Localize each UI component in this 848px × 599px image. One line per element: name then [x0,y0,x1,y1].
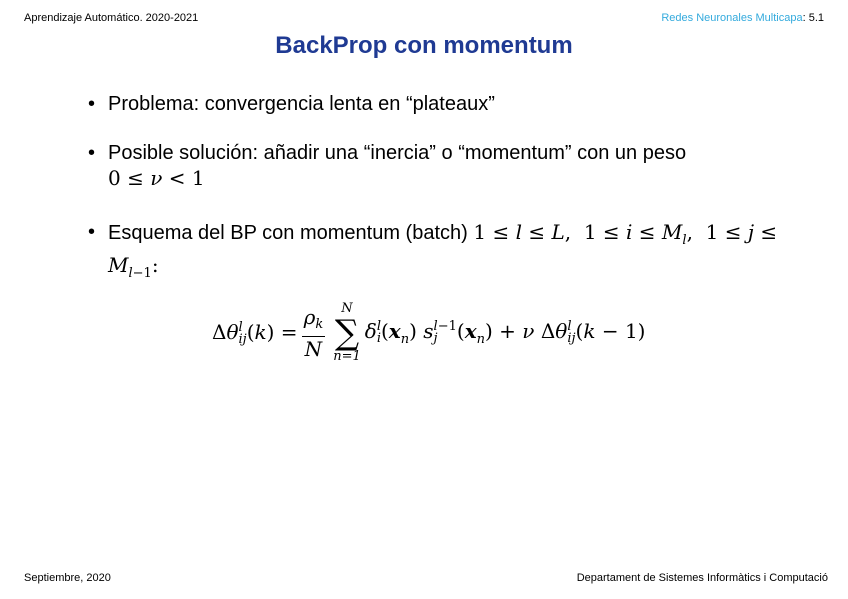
bullet-dot-icon: • [88,142,96,164]
bullet-list [88,92,788,308]
bullet-dot-icon: • [88,221,96,243]
momentum-update-equation: Δθ l ij (k) = $\frac{\rho_k}{N}$ N ∑ n=1 δ l i $(x_n)$ s l−1 j $(x_n) + \nu$ Δθ l ij (k − 1) [212,301,646,364]
bullet-item [88,220,788,286]
bullet-text: Posible solución: añadir una “inercia” o “momentum” con un peso [108,142,687,164]
bullet-text: Esquema del BP con momentum (batch) [108,222,468,244]
slide-title: BackProp con momentum [275,32,573,59]
header-section-link[interactable]: Redes Neuronales Multicapa [661,12,803,24]
bullet-dot-icon: • [88,93,96,115]
bullet-text: Problema: convergencia lenta en “plateaux” [108,93,495,115]
footer-department: Departament de Sistemes Informàtics i Computació [576,572,828,584]
rate-fraction: $\frac{\rho_k}{N}$ [303,304,324,361]
summation-symbol: N ∑ n=1 [333,301,361,364]
bullet-item [88,141,788,192]
header-page-number: : 5.1 [802,12,824,24]
index-range-formula: 1 ≤ l ≤ L, $1 \le i \le M_l$, 1 ≤ j ≤ $M_{l-1}$: [108,220,778,281]
footer-date: Septiembre, 2020 [24,572,111,584]
bullet-item [88,92,788,117]
header-course: Aprendizaje Automático. 2020-2021 [24,12,199,24]
header-section-page [661,12,824,24]
momentum-range-formula: 0 ≤ ν < 1 [108,166,205,190]
